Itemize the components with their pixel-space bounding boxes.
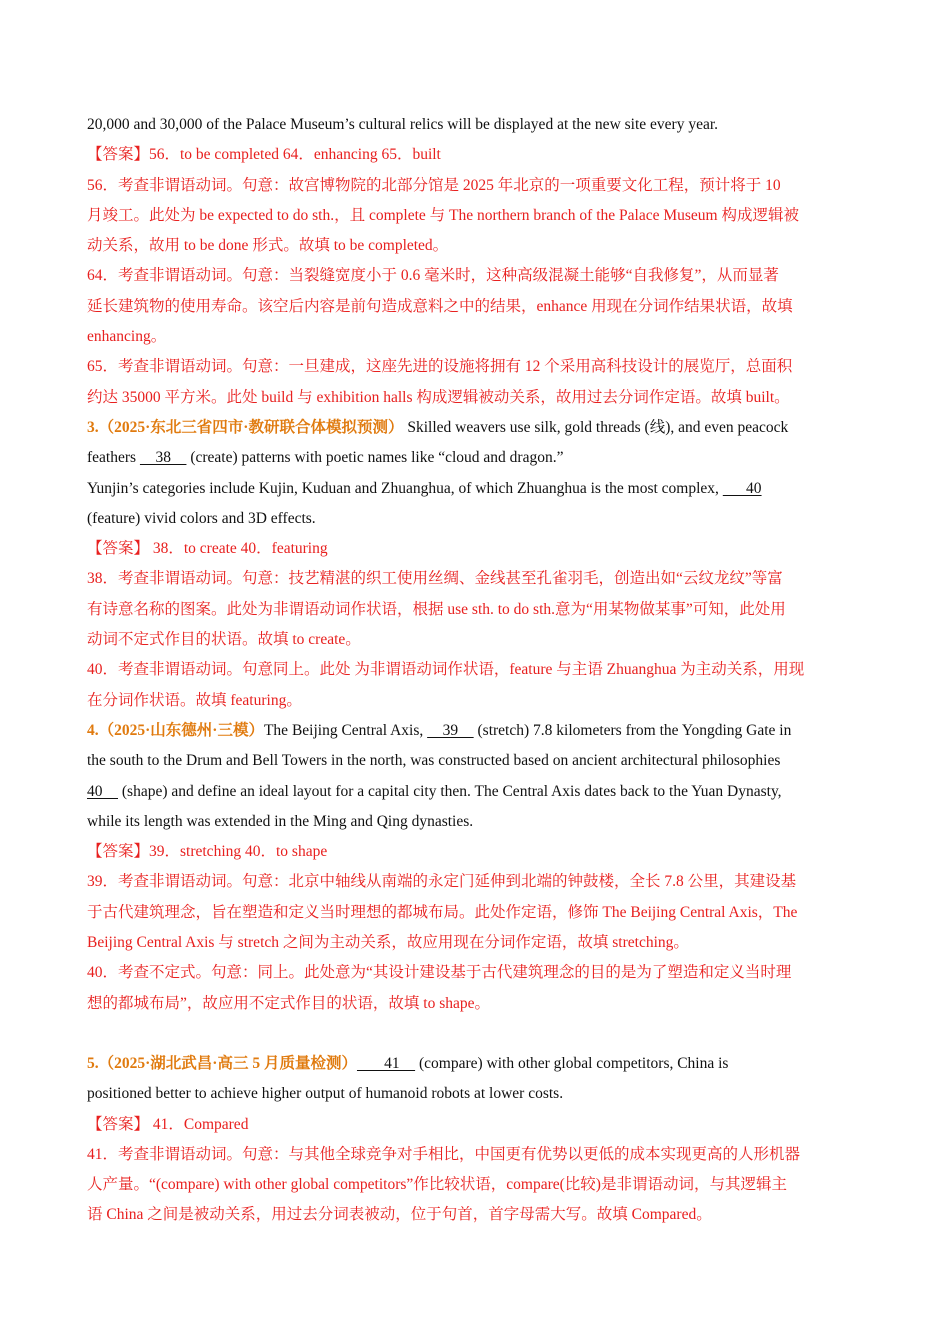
- blank-39: 39: [427, 721, 474, 739]
- question-4-line-2: the south to the Drum and Bell Towers in the north, was constructed based on ancient architectural philosophies: [87, 752, 781, 770]
- explanation-line: 月竣工。此处为 be expected to do sth.，且 complete 与 The northern branch of the Palace Museum 构成逻辑被: [87, 206, 799, 224]
- explanation-line: 想的都城布局”，故应用不定式作目的状语，故填 to shape。: [87, 994, 490, 1012]
- passage-line: 20,000 and 30,000 of the Palace Museum’s cultural relics will be displayed at the new site every year.: [87, 116, 719, 133]
- explanation-line: 39．考查非谓语动词。句意：北京中轴线从南端的永定门延伸到北端的钟鼓楼，全长 7.8 公里，其建设基: [87, 873, 797, 891]
- question-5-source: 5.（2025·湖北武昌·高三 5 月质量检测）: [87, 1054, 357, 1072]
- question-3-line-2: [87, 443, 864, 473]
- explanation-line: enhancing。: [87, 328, 167, 346]
- document-page: [87, 110, 864, 1231]
- explanation-line: 动关系，故用 to be done 形式。故填 to be completed。: [87, 237, 449, 255]
- explanation-line: 在分词作状语。故填 featuring。: [87, 691, 302, 709]
- passage-text: (shape) and define an ideal layout for a capital city then. The Central Axis dates back to the Yuan Dynasty,: [118, 782, 782, 800]
- passage-text: Yunjin’s categories include Kujin, Kuduan and Zhuanghua, of which Zhuanghua is the most complex,: [87, 479, 723, 497]
- blank-40: 40: [722, 479, 762, 497]
- passage-text: The Beijing Central Axis,: [263, 721, 428, 739]
- question-3-answer: 【答案】 38．to create 40．featuring: [87, 540, 328, 558]
- question-4-line-3: [87, 777, 864, 807]
- explanation-line: 64．考查非谓语动词。句意：当裂缝宽度小于 0.6 毫米时，这种高级混凝土能够“自我修复”，从而显著: [87, 267, 779, 285]
- explanation-line: 38．考查非谓语动词。句意：技艺精湛的织工使用丝绸、金线甚至孔雀羽毛，创造出如“云纹龙纹”等富: [87, 570, 783, 588]
- passage-text: (stretch) 7.8 kilometers from the Yongding Gate in: [473, 721, 792, 739]
- explanation-line: 65．考查非谓语动词。句意：一旦建成，这座先进的设施将拥有 12 个采用高科技设计的展览厅，总面积: [87, 358, 793, 376]
- explanation-line: 于古代建筑理念，旨在塑造和定义当时理想的都城布局。此处作定语，修饰 The Beijing Central Axis，The: [87, 903, 798, 921]
- explanation-line: 语 China 之间是被动关系，用过去分词表被动，位于句首，首字母需大写。故填 Compared。: [87, 1206, 712, 1224]
- explanation-line: 人产量。“(compare) with other global competitors”作比较状语，compare(比较)是非谓语动词，与其逻辑主: [87, 1176, 787, 1194]
- question-5-line-1: [87, 1049, 864, 1079]
- blank-38: 38: [139, 449, 187, 467]
- explanation-line: 动词不定式作目的状语。故填 to create。: [87, 631, 361, 649]
- question-5-answer: 【答案】 41．Compared: [87, 1115, 249, 1133]
- answer-line: 【答案】56．to be completed 64．enhancing 65．built: [87, 146, 441, 164]
- explanation-line: 延长建筑物的使用寿命。该空后内容是前句造成意料之中的结果，enhance 用现在分词作结果状语，故填: [87, 297, 793, 315]
- question-3-line-1: [87, 413, 864, 443]
- explanation-line: 41．考查非谓语动词。句意：与其他全球竞争对手相比，中国更有优势以更低的成本实现更高的人形机器: [87, 1145, 801, 1163]
- question-4-line-1: [87, 716, 864, 746]
- passage-text: (create) patterns with poetic names like “cloud and dragon.”: [186, 449, 564, 467]
- question-4-source: 4.（2025·山东德州·三模）: [87, 721, 264, 739]
- question-3-source: 3.（2025·东北三省四市·教研联合体模拟预测）: [87, 418, 404, 436]
- question-4-line-4: while its length was extended in the Ming and Qing dynasties.: [87, 812, 474, 830]
- question-3-line-3: [87, 474, 864, 504]
- passage-text: feathers: [87, 449, 140, 467]
- explanation-line: Beijing Central Axis 与 stretch 之间为主动关系，故应用现在分词作定语，故填 stretching。: [87, 934, 689, 952]
- blank-40: 40: [87, 782, 118, 800]
- explanation-line: 有诗意名称的图案。此处为非谓语动词作状语，根据 use sth. to do sth.意为“用某物做某事”可知，此处用: [87, 600, 786, 618]
- question-4-answer: 【答案】39．stretching 40．to shape: [87, 843, 328, 861]
- explanation-line: 约达 35000 平方米。此处 build 与 exhibition halls 构成逻辑被动关系，故用过去分词作定语。故填 built。: [87, 388, 790, 406]
- blank-41: 41: [356, 1054, 416, 1072]
- explanation-line: 40．考查不定式。句意：同上。此处意为“其设计建设基于古代建筑理念的目的是为了塑造和定义当时理: [87, 964, 792, 982]
- question-3-text: Skilled weavers use silk, gold threads (线), and even peacock: [407, 418, 789, 436]
- explanation-line: 40．考查非谓语动词。句意同上。此处 为非谓语动词作状语，feature 与主语 Zhuanghua 为主动关系，用现: [87, 661, 805, 679]
- explanation-line: 56．考查非谓语动词。句意：故宫博物院的北部分馆是 2025 年北京的一项重要文化工程，预计将于 10: [87, 176, 781, 194]
- section-gap: [87, 1019, 864, 1049]
- passage-text: (compare) with other global competitors, China is: [415, 1054, 729, 1072]
- question-5-line-2: positioned better to achieve higher output of humanoid robots at lower costs.: [87, 1085, 564, 1103]
- question-3-line-4: (feature) vivid colors and 3D effects.: [87, 509, 316, 527]
